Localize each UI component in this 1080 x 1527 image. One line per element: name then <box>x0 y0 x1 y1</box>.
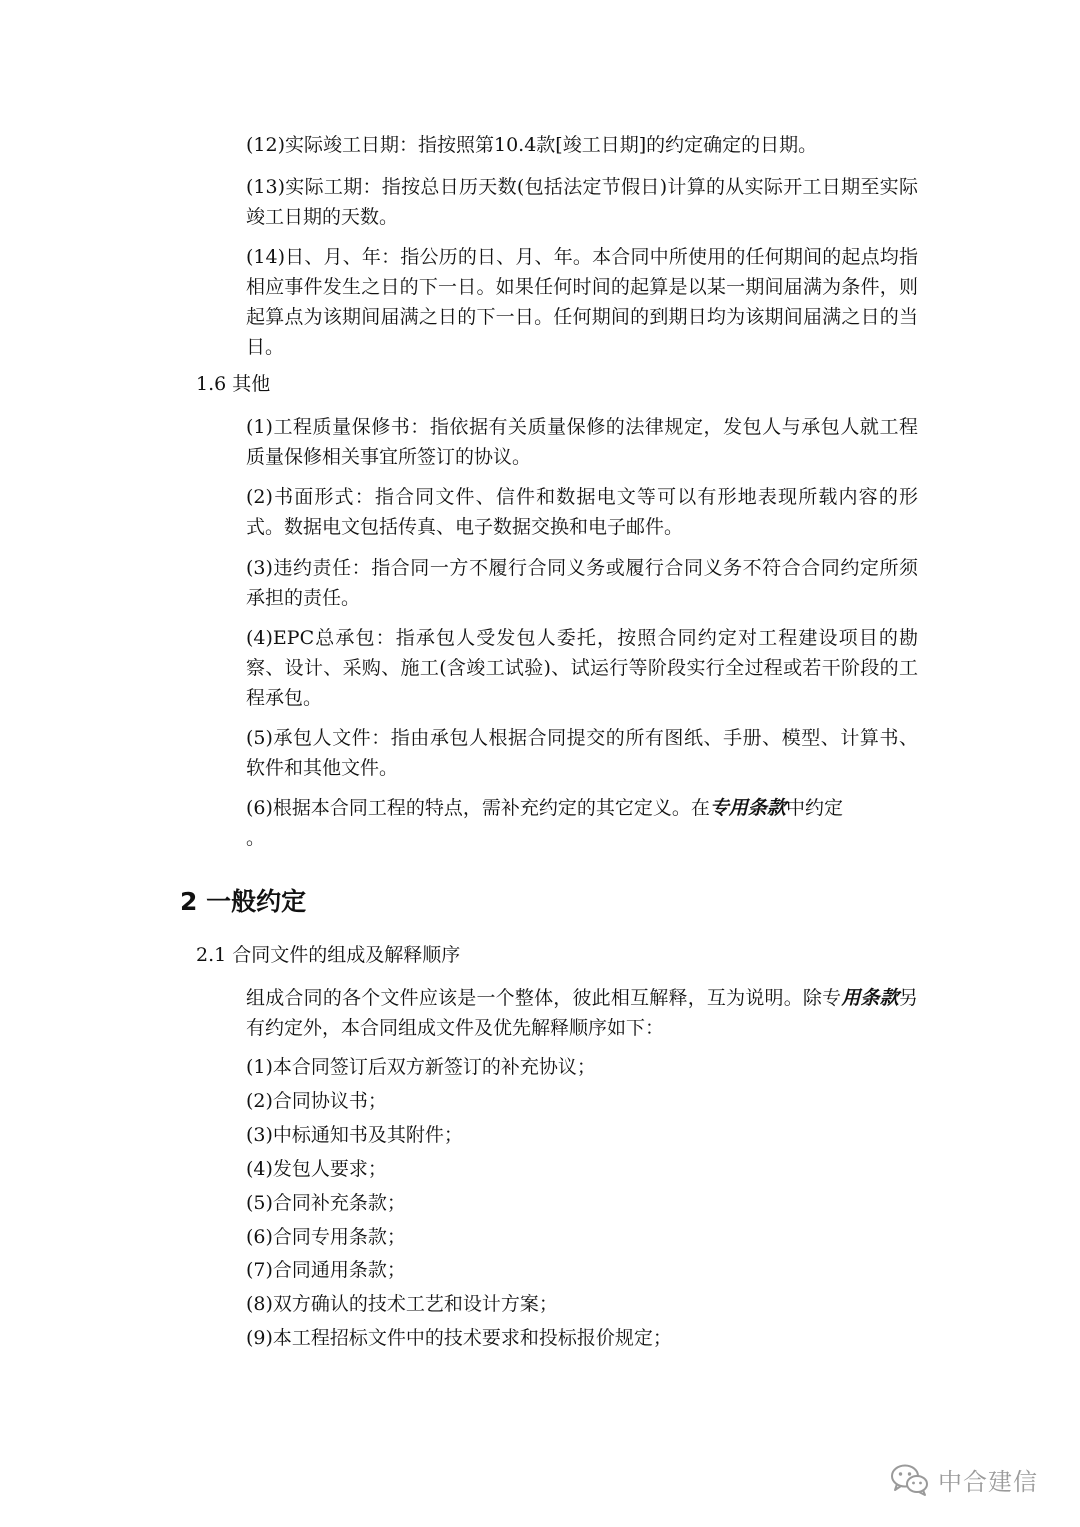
section-2-1-heading: 2.1 合同文件的组成及解释顺序 <box>196 944 461 966</box>
list-item: (6)合同专用条款； <box>246 1226 406 1248</box>
list-item: (1)本合同签订后双方新签订的补充协议； <box>246 1056 596 1078</box>
item-5-contractor-documents: (5)承包人文件：指由承包人根据合同提交的所有图纸、手册、模型、计算书、软件和其他文件。 <box>246 727 918 779</box>
item-4-epc-contract: (4)EPC总承包：指承包人受发包人委托，按照合同约定对工程建设项目的勘察、设计、采购、施工(含竣工试验)、试运行等阶段实行全过程或若干阶段的工程承包。 <box>246 627 918 709</box>
section-1-6-heading: 1.6 其他 <box>196 373 271 395</box>
item-1-quality-warranty: (1)工程质量保修书：指依据有关质量保修的法律规定，发包人与承包人就工程质量保修相关事宜所签订的协议。 <box>246 416 918 468</box>
list-item: (3)中标通知书及其附件； <box>246 1124 463 1146</box>
intro-text-after: 另有约定外，本合同组成文件及优先解释顺序如下： <box>246 987 918 1039</box>
list-item: (2)合同协议书； <box>246 1090 387 1112</box>
item-12-actual-completion-date: (12)实际竣工日期：指按照第10.4款[竣工日期]的约定确定的日期。 <box>246 134 818 156</box>
intro-text-before: 组成合同的各个文件应该是一个整体，彼此相互解释，互为说明。除专 <box>246 987 842 1009</box>
list-item: (7)合同通用条款； <box>246 1259 406 1281</box>
item-6-tail: 。 <box>246 827 266 849</box>
list-item: (9)本工程招标文件中的技术要求和投标报价规定； <box>246 1327 672 1349</box>
chapter-2-heading: 2 一般约定 <box>180 887 307 916</box>
wechat-icon <box>890 1463 930 1497</box>
item-6-text-after: 中约定 <box>785 797 843 819</box>
section-2-1-intro <box>246 983 918 1043</box>
item-3-liability: (3)违约责任：指合同一方不履行合同义务或履行合同义务不符合合同约定所须承担的责任。 <box>246 557 918 609</box>
item-13-actual-duration: (13)实际工期：指按总日历天数(包括法定节假日)计算的从实际开工日期至实际竣工日期的天数。 <box>246 176 918 228</box>
list-item: (5)合同补充条款； <box>246 1192 406 1214</box>
watermark-text: 中合建信 <box>938 1468 1038 1496</box>
item-2-written-form: (2)书面形式：指合同文件、信件和数据电文等可以有形地表现所载内容的形式。数据电文包括传真、电子数据交换和电子邮件。 <box>246 486 918 538</box>
item-6-text-before: (6)根据本合同工程的特点，需补充约定的其它定义。在 <box>246 797 710 819</box>
item-6-other-definitions <box>246 793 918 853</box>
item-6-emphasis: 专用条款 <box>709 797 786 819</box>
list-item: (8)双方确认的技术工艺和设计方案； <box>246 1293 558 1315</box>
intro-emphasis: 用条款 <box>841 987 899 1009</box>
watermark <box>890 1462 1038 1497</box>
item-14-day-month-year: (14)日、月、年：指公历的日、月、年。本合同中所使用的任何期间的起点均指相应事件发生之日的下一日。如果任何时间的起算是以某一期间届满为条件，则起算点为该期间届满之日的下一日。任何期间的到期日均为该期间届满之日的当日。 <box>246 246 918 358</box>
list-item: (4)发包人要求； <box>246 1158 387 1180</box>
